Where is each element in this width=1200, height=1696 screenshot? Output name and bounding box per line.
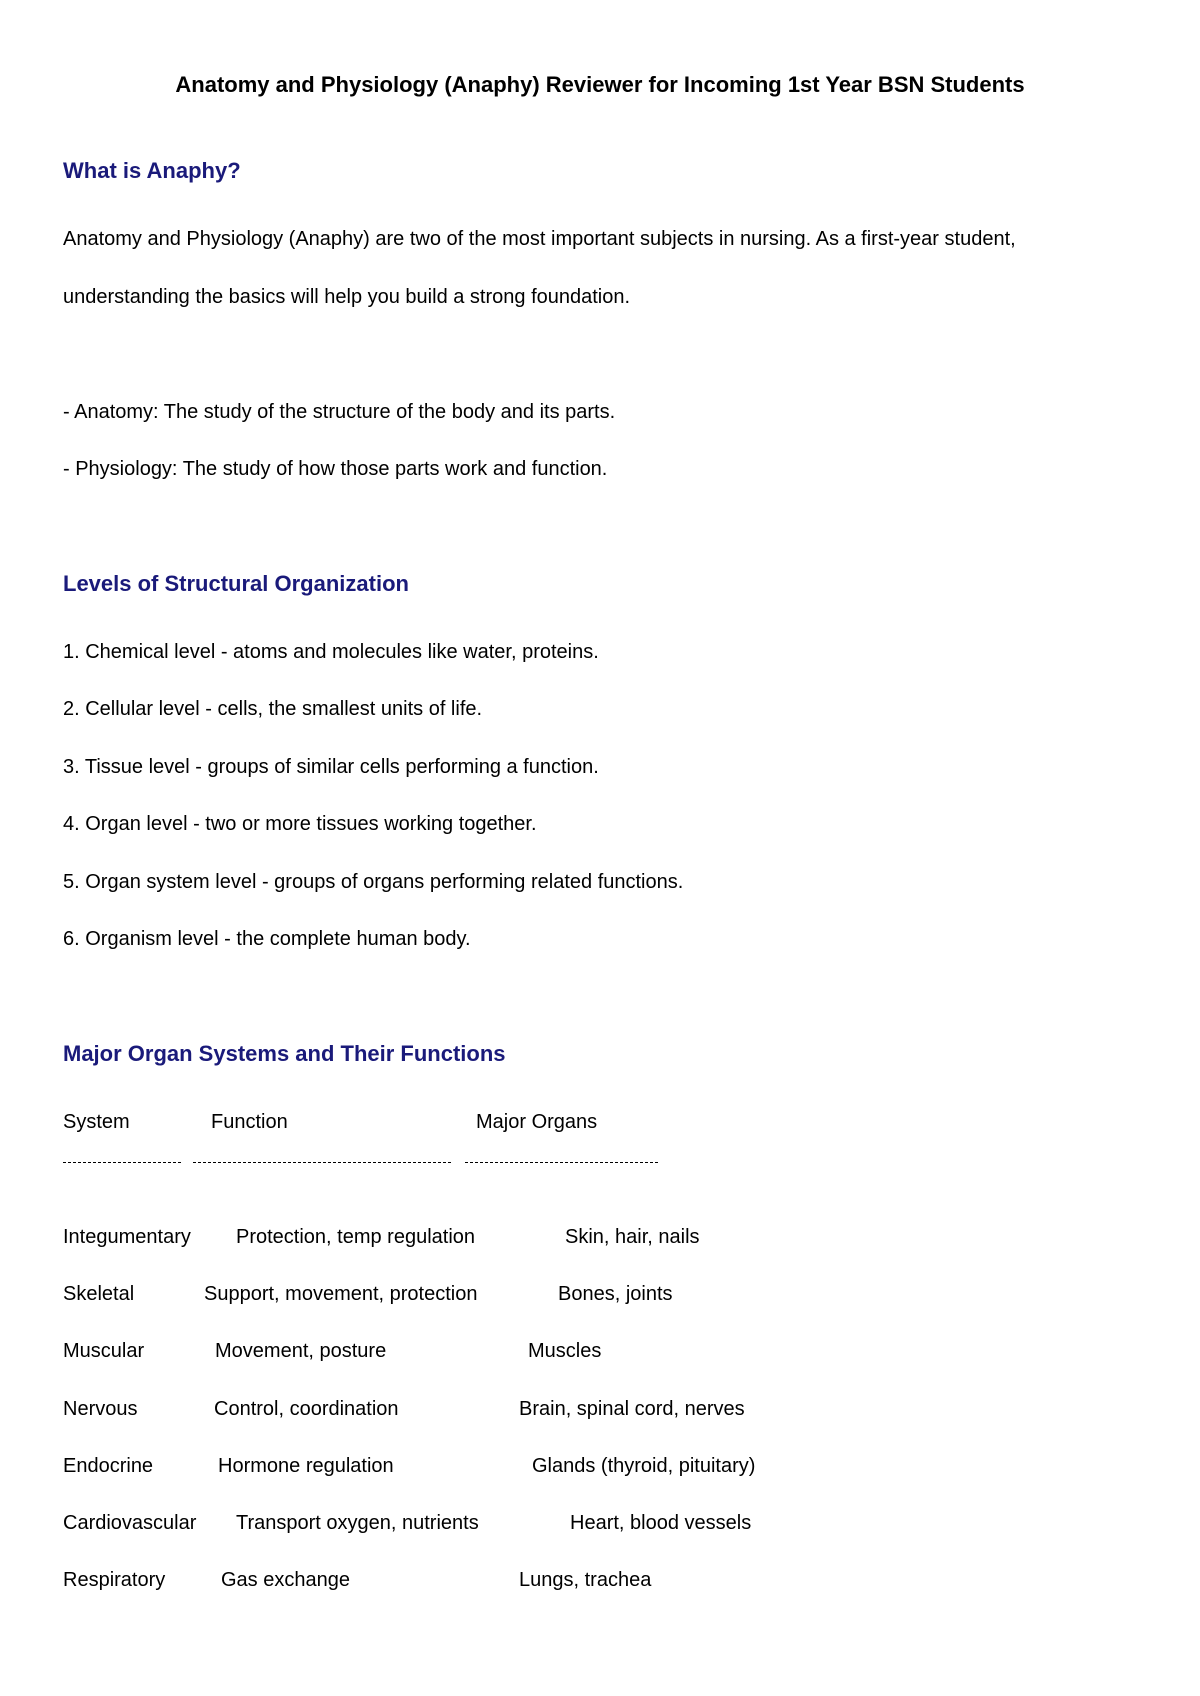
heading-levels-of-organization: Levels of Structural Organization [63,571,409,596]
heading-what-is-anaphy: What is Anaphy? [63,158,241,183]
definition-physiology: - Physiology: The study of how those parts work and function. [63,458,608,480]
table-cell-system: Nervous [63,1398,138,1420]
table-cell-function: Hormone regulation [218,1455,394,1477]
table-cell-system: Muscular [63,1340,145,1362]
table-cell-function: Gas exchange [221,1569,350,1591]
level-item: 1. Chemical level - atoms and molecules like water, proteins. [63,641,599,663]
table-cell-organs: Bones, joints [558,1283,673,1305]
intro-paragraph-line-1: Anatomy and Physiology (Anaphy) are two of the most important subjects in nursing. As a first-year student, [63,228,1016,250]
table-cell-system: Cardiovascular [63,1512,197,1534]
table-cell-function: Support, movement, protection [204,1283,478,1305]
table-cell-system: Skeletal [63,1283,135,1305]
header-separator [193,1162,451,1163]
table-cell-organs: Muscles [528,1340,602,1362]
table-cell-system: Endocrine [63,1455,154,1477]
document-title: Anatomy and Physiology (Anaphy) Reviewer for Incoming 1st Year BSN Students [175,72,1025,97]
column-header-major-organs: Major Organs [476,1111,598,1133]
header-separator [465,1162,658,1163]
table-cell-system: Respiratory [63,1569,166,1591]
level-item: 6. Organism level - the complete human body. [63,928,471,950]
table-cell-system: Integumentary [63,1226,191,1248]
table-cell-organs: Heart, blood vessels [570,1512,752,1534]
level-item: 5. Organ system level - groups of organs performing related functions. [63,871,684,893]
table-cell-function: Movement, posture [215,1340,387,1362]
column-header-function: Function [211,1111,288,1133]
intro-paragraph-line-2: understanding the basics will help you build a strong foundation. [63,286,631,308]
header-separator [63,1162,181,1163]
table-cell-organs: Lungs, trachea [519,1569,652,1591]
table-cell-function: Control, coordination [214,1398,399,1420]
definition-anatomy: - Anatomy: The study of the structure of the body and its parts. [63,401,616,423]
level-item: 4. Organ level - two or more tissues working together. [63,813,537,835]
table-cell-organs: Skin, hair, nails [565,1226,700,1248]
table-cell-organs: Glands (thyroid, pituitary) [532,1455,756,1477]
column-header-system: System [63,1111,130,1133]
table-cell-function: Transport oxygen, nutrients [236,1512,479,1534]
heading-major-organ-systems: Major Organ Systems and Their Functions [63,1041,506,1066]
table-cell-organs: Brain, spinal cord, nerves [519,1398,745,1420]
table-cell-function: Protection, temp regulation [236,1226,476,1248]
level-item: 2. Cellular level - cells, the smallest units of life. [63,698,483,720]
level-item: 3. Tissue level - groups of similar cells performing a function. [63,756,599,778]
